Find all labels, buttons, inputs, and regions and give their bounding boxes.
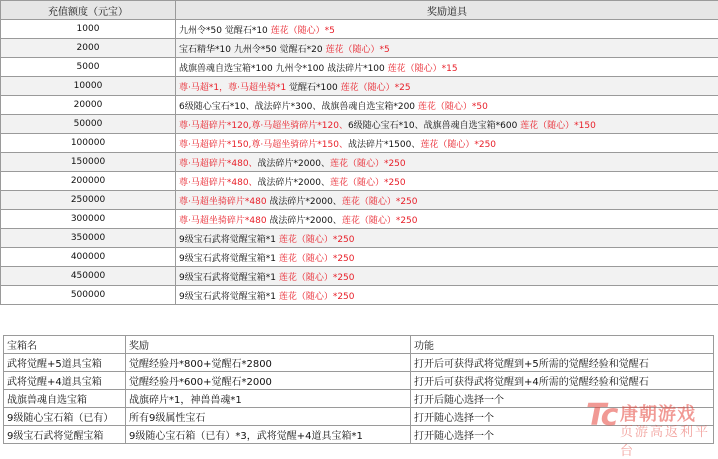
reward-text: 九州令*50 觉醒石*10 [179, 26, 271, 36]
recharge-amount: 1000 [1, 20, 176, 39]
recharge-amount: 400000 [1, 248, 176, 267]
reward-text: 莲花（随心）*25 [341, 83, 411, 93]
reward-text: 战法碎片*2000、 [258, 159, 330, 169]
reward-text: 莲花（随心）*15 [388, 64, 458, 74]
table-row [1, 153, 718, 172]
watermark-brand: 唐朝游戏 [620, 400, 696, 426]
chest-name: 战旗兽魂自选宝箱 [4, 390, 126, 408]
table-row [1, 115, 718, 134]
reward-items [176, 210, 718, 229]
watermark-mark: Tc [586, 398, 616, 433]
reward-text: 莲花（随心）*150 [520, 121, 596, 131]
chest-function: 打开随心选择一个 [411, 426, 714, 444]
recharge-amount: 250000 [1, 191, 176, 210]
header-chest-function: 功能 [411, 336, 714, 354]
header-amount: 充值额度（元宝） [1, 1, 176, 20]
reward-text: 莲花（随心）*250 [342, 197, 418, 207]
watermark-logo [586, 396, 712, 438]
header-chest-name: 宝箱名 [4, 336, 126, 354]
reward-items [176, 153, 718, 172]
reward-text: 莲花（随心）*250 [279, 273, 355, 283]
reward-items [176, 20, 718, 39]
reward-text: 9级宝石武将觉醒宝箱*1 [179, 235, 279, 245]
table-row [1, 77, 718, 96]
chest-reward: 觉醒经验丹*800+觉醒石*2800 [126, 354, 411, 372]
reward-text: 莲花（随心）*250 [342, 216, 418, 226]
table-row [4, 372, 714, 390]
table-row [1, 39, 718, 58]
recharge-amount: 20000 [1, 96, 176, 115]
reward-text: 6级随心宝石*10、战旗兽魂自选宝箱*600 [348, 121, 520, 131]
chest-function: 打开后可获得武将觉醒到+4所需的觉醒经验和觉醒石 [411, 372, 714, 390]
reward-items [176, 267, 718, 286]
reward-items [176, 134, 718, 153]
table-row [1, 134, 718, 153]
reward-text: 莲花（随心）*250 [330, 159, 406, 169]
table-row [1, 248, 718, 267]
reward-text: 尊·马超坐骑碎片*480 [179, 197, 269, 207]
chest-name: 9级宝石武将觉醒宝箱 [4, 426, 126, 444]
reward-text: 9级宝石武将觉醒宝箱*1 [179, 254, 279, 264]
table-row [1, 96, 718, 115]
reward-text: 觉醒石*100 [289, 83, 341, 93]
recharge-amount: 2000 [1, 39, 176, 58]
header-reward: 奖励道具 [176, 1, 718, 20]
reward-text: 宝石精华*10 九州令*50 觉醒石*20 [179, 45, 325, 55]
chest-reward: 觉醒经验丹*600+觉醒石*2000 [126, 372, 411, 390]
recharge-amount: 150000 [1, 153, 176, 172]
table-row [1, 267, 718, 286]
reward-text: 尊·马超碎片*120,尊·马超坐骑碎片*120、 [179, 121, 348, 131]
recharge-amount: 100000 [1, 134, 176, 153]
reward-text: 尊·马超*1，尊·马超坐骑*1 [179, 83, 289, 93]
table-row [1, 229, 718, 248]
reward-text: 6级随心宝石*10、战法碎片*300、战旗兽魂自选宝箱*200 [179, 102, 418, 112]
chest-reward: 所有9级属性宝石 [126, 408, 411, 426]
reward-text: 战法碎片*2000、 [269, 197, 341, 207]
reward-text: 9级宝石武将觉醒宝箱*1 [179, 273, 279, 283]
reward-text: 莲花（随心）*50 [418, 102, 488, 112]
recharge-amount: 50000 [1, 115, 176, 134]
recharge-table-header [1, 1, 718, 20]
reward-text: 战旗兽魂自选宝箱*100 九州令*100 战法碎片*100 [179, 64, 388, 74]
recharge-amount: 500000 [1, 286, 176, 305]
chest-reward: 9级随心宝石箱（已有）*3，武将觉醒+4道具宝箱*1 [126, 426, 411, 444]
table-row [1, 210, 718, 229]
reward-items [176, 58, 718, 77]
table-row [1, 172, 718, 191]
reward-items [176, 96, 718, 115]
chest-name: 武将觉醒+4道具宝箱 [4, 372, 126, 390]
recharge-amount: 350000 [1, 229, 176, 248]
chest-reward: 战旗碎片*1，神兽兽魂*1 [126, 390, 411, 408]
reward-text: 战法碎片*2000、 [269, 216, 341, 226]
recharge-amount: 10000 [1, 77, 176, 96]
reward-text: 尊·马超碎片*480、 [179, 159, 258, 169]
reward-items [176, 77, 718, 96]
reward-items [176, 115, 718, 134]
chest-table-header [4, 336, 714, 354]
chest-function: 打开后可获得武将觉醒到+5所需的觉醒经验和觉醒石 [411, 354, 714, 372]
reward-text: 9级宝石武将觉醒宝箱*1 [179, 292, 279, 302]
table-row [1, 286, 718, 305]
reward-text: 莲花（随心）*5 [325, 45, 389, 55]
reward-items [176, 191, 718, 210]
table-row [4, 354, 714, 372]
reward-text: 莲花（随心）*250 [420, 140, 496, 150]
table-row [1, 58, 718, 77]
reward-text: 莲花（随心）*250 [330, 178, 406, 188]
header-chest-reward: 奖励 [126, 336, 411, 354]
reward-text: 莲花（随心）*250 [279, 292, 355, 302]
chest-function: 打开后随心选择一个 [411, 390, 714, 408]
reward-items [176, 286, 718, 305]
chest-name: 武将觉醒+5道具宝箱 [4, 354, 126, 372]
recharge-amount: 200000 [1, 172, 176, 191]
reward-text: 莲花（随心）*250 [279, 254, 355, 264]
reward-items [176, 39, 718, 58]
recharge-amount: 300000 [1, 210, 176, 229]
table-row [1, 191, 718, 210]
reward-text: 战法碎片*2000、 [258, 178, 330, 188]
reward-items [176, 229, 718, 248]
reward-items [176, 172, 718, 191]
reward-text: 莲花（随心）*5 [271, 26, 335, 36]
reward-text: 尊·马超碎片*150,尊·马超坐骑碎片*150、 [179, 140, 348, 150]
reward-text: 战法碎片*1500、 [348, 140, 420, 150]
reward-items [176, 248, 718, 267]
recharge-amount: 5000 [1, 58, 176, 77]
recharge-amount: 450000 [1, 267, 176, 286]
reward-text: 莲花（随心）*250 [279, 235, 355, 245]
chest-name: 9级随心宝石箱（已有） [4, 408, 126, 426]
reward-text: 尊·马超坐骑碎片*480 [179, 216, 269, 226]
chest-function: 打开随心选择一个 [411, 408, 714, 426]
watermark-slogan: 页游高返利平台 [620, 421, 712, 459]
table-row [1, 20, 718, 39]
reward-text: 尊·马超碎片*480、 [179, 178, 258, 188]
